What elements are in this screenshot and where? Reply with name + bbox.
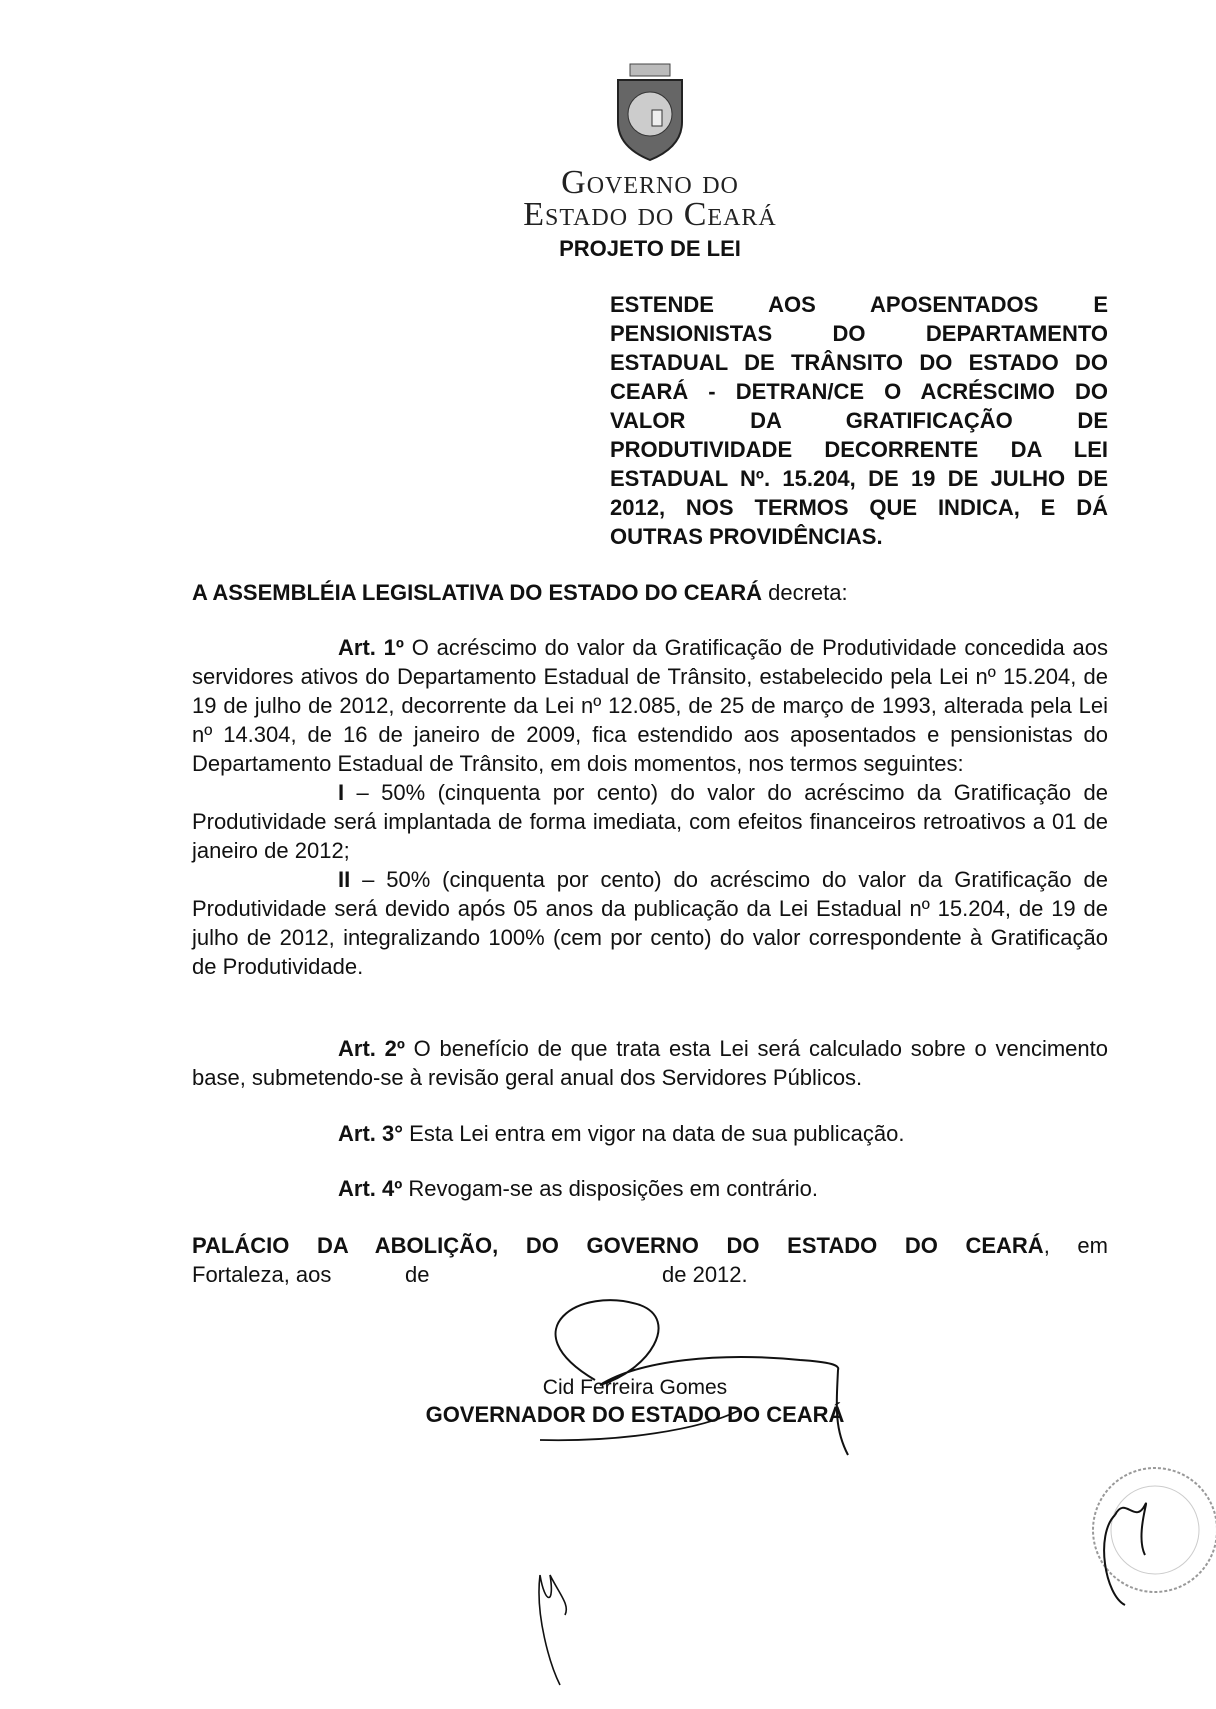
procuradoria-stamp	[1075, 1455, 1216, 1605]
government-title-line2: Estado do Ceará	[523, 196, 777, 233]
item-text: – 50% (cinquenta por cento) do valor do acréscimo da Gratificação de Produtividade será implantada de forma imediata, com efeitos financeiros retroativos a 01 de janeiro de 2012;	[192, 780, 1108, 863]
date-year: de 2012.	[662, 1262, 748, 1287]
closing-line2	[192, 1260, 748, 1289]
article-4	[192, 1174, 1108, 1203]
article-label: Art. 1º	[338, 635, 404, 660]
article-text: Esta Lei entra em vigor na data de sua publicação.	[403, 1121, 905, 1146]
article-text: Revogam-se as disposições em contrário.	[402, 1176, 819, 1201]
item-label: II	[338, 867, 351, 892]
signer-name: Cid Ferreira Gomes	[542, 1376, 728, 1399]
date-day-of: de	[405, 1262, 430, 1287]
article-1	[192, 633, 1108, 981]
article-label: Art. 4º	[338, 1176, 403, 1201]
article-3	[192, 1119, 1108, 1148]
article-text: O benefício de que trata esta Lei será calculado sobre o vencimento base, submetendo-se à revisão geral anual dos Servidores Públicos.	[192, 1036, 1108, 1090]
article-2	[192, 1034, 1108, 1092]
article-label: Art. 2º	[338, 1036, 405, 1061]
state-coat-of-arms-logo	[612, 62, 688, 162]
item-label: I	[338, 780, 345, 805]
article-text: O acréscimo do valor da Gratificação de Produtividade concedida aos servidores ativos do Departamento Estadual de Trânsito, estabelecido pela Lei nº 15.204, de 19 de julho de 2012, decorrente da Lei nº 12.085, de 25 de março de 1993, alterada pela Lei nº 14.304, de 16 de janeiro de 2009, fica estendido aos aposentados e pensionistas do Departamento Estadual de Trânsito, em dois momentos, nos termos seguintes:	[192, 635, 1108, 776]
preamble	[192, 578, 1108, 607]
preamble-bold: A ASSEMBLÉIA LEGISLATIVA DO ESTADO DO CEARÁ	[192, 580, 762, 605]
closing-bold: PALÁCIO DA ABOLIÇÃO, DO GOVERNO DO ESTADO DO CEARÁ	[192, 1233, 1044, 1258]
document-type: PROJETO DE LEI	[559, 236, 741, 261]
government-title-line1: Governo do	[561, 164, 739, 201]
initials-mark	[530, 1555, 590, 1695]
date-prefix: Fortaleza, aos	[192, 1262, 332, 1287]
article-label: Art. 3°	[338, 1121, 404, 1146]
closing-line1	[192, 1231, 1108, 1260]
closing-rest: , em	[1043, 1233, 1108, 1258]
item-text: – 50% (cinquenta por cento) do acréscimo do valor da Gratificação de Produtividade será devido após 05 anos da publicação da Lei Estadual nº 15.204, de 19 de julho de 2012, integralizando 100% (cem por cento) do valor correspondente à Gratificação de Produtividade.	[192, 867, 1108, 979]
ementa: ESTENDE AOS APOSENTADOS E PENSIONISTAS DO DEPARTAMENTO ESTADUAL DE TRÂNSITO DO ESTADO DO CEARÁ - DETRAN/CE O ACRÉSCIMO DO VALOR DA GRATIFICAÇÃO DE PRODUTIVIDADE DECORRENTE DA LEI ESTADUAL Nº. 15.204, DE 19 DE JULHO DE 2012, NOS TERMOS QUE INDICA, E DÁ OUTRAS PROVIDÊNCIAS.	[610, 292, 1108, 549]
preamble-rest: decreta:	[761, 580, 848, 605]
signer-title: GOVERNADOR DO ESTADO DO CEARÁ	[425, 1402, 845, 1427]
